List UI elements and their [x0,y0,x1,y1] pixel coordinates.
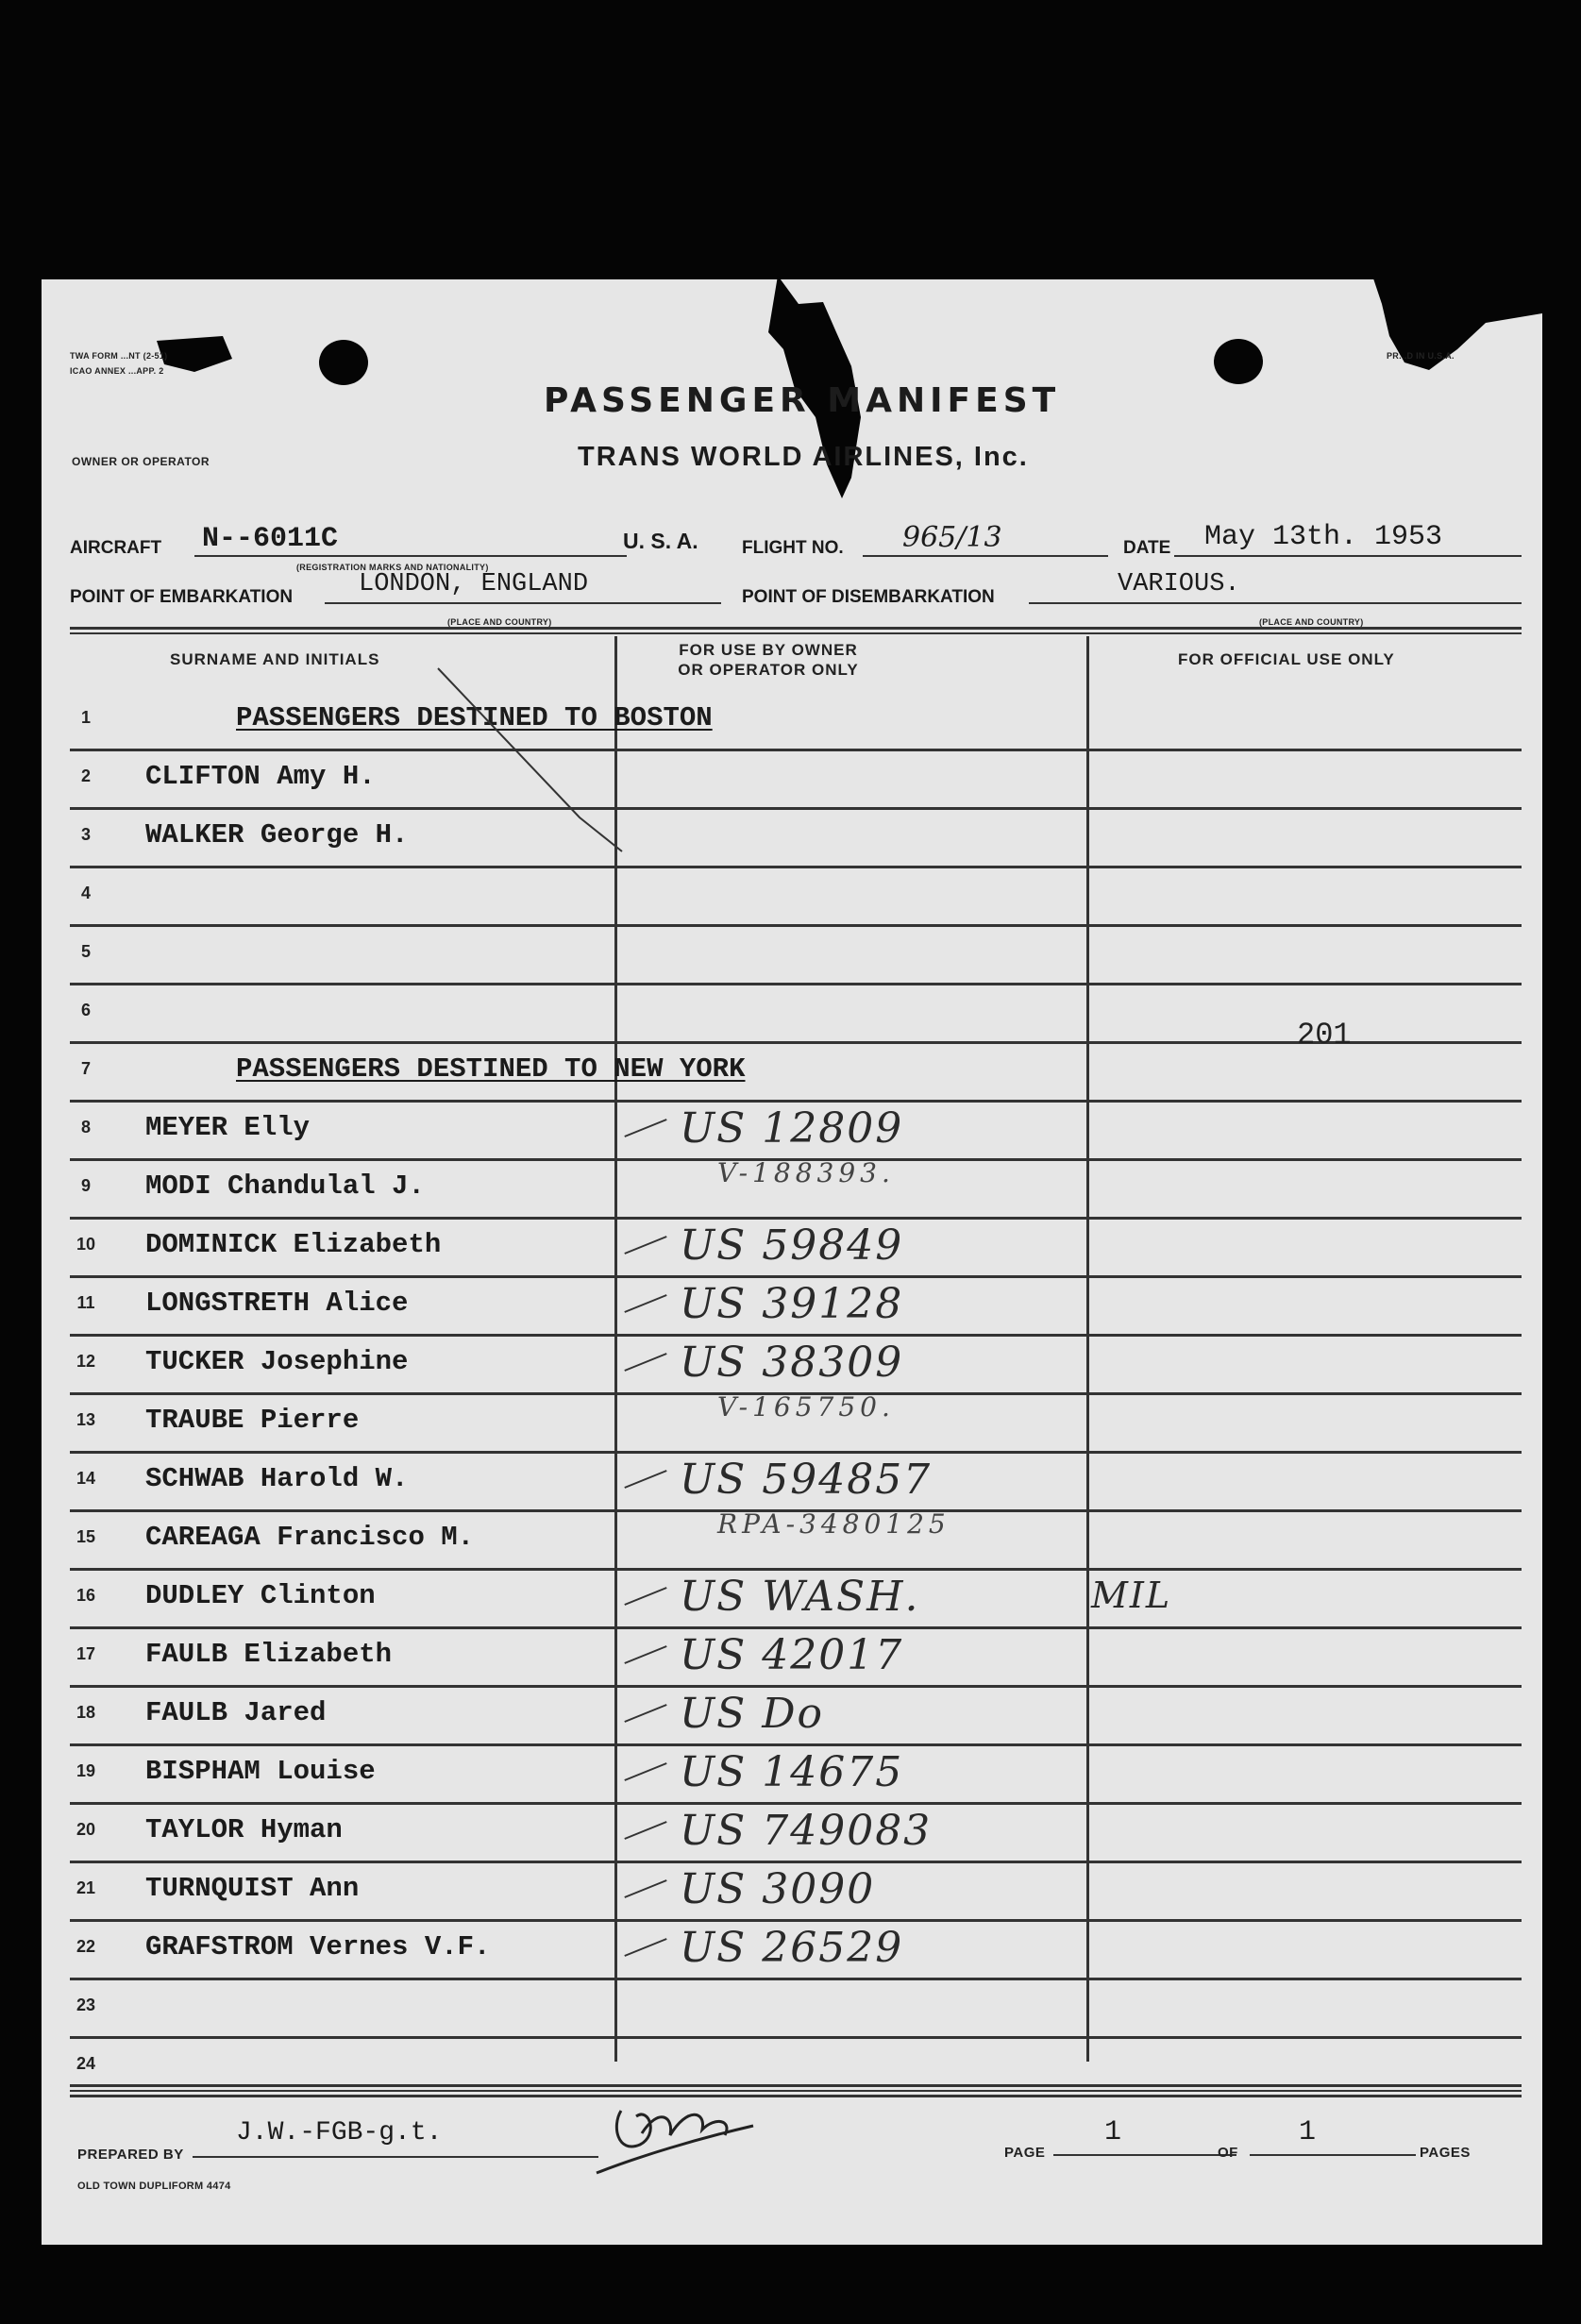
table-row [42,1688,1542,1746]
table-row [42,810,1542,868]
row-number: 17 [76,1644,96,1663]
table-row [42,1103,1542,1161]
passport-number: US Do [680,1690,824,1738]
table-row [42,2039,1542,2097]
passport-number: US WASH. [680,1573,920,1621]
passport-number: US 59849 [680,1221,904,1270]
aircraft-label: AIRCRAFT [70,538,162,558]
row-number: 21 [76,1878,96,1897]
passenger-name: MODI Chandulal J. [145,1170,425,1202]
passenger-name: MEYER Elly [145,1112,311,1143]
punch-hole [319,340,368,385]
form-code: TWA FORM ...NT (2-51) [70,351,168,361]
passport-number: US 42017 [680,1631,904,1679]
table-row [42,1278,1542,1337]
check-mark [624,1470,666,1489]
date-label: DATE [1123,538,1171,558]
row-number: 9 [80,1176,91,1195]
row-number: 22 [76,1937,96,1956]
passenger-name: CLIFTON Amy H. [145,761,376,792]
signature [583,2079,772,2182]
page-label: PAGE [1004,2145,1046,2161]
official-note: 201 [1297,1018,1352,1053]
table-row [42,1454,1542,1512]
of-value: 1 [1299,2116,1317,2148]
punch-hole [1214,339,1263,384]
row-number: 12 [76,1352,96,1371]
passport-number: US 12809 [680,1104,904,1153]
table-row [42,1746,1542,1805]
disembarkation-label: POINT OF DISEMBARKATION [742,587,995,607]
table-row [42,693,1542,751]
passenger-name: WALKER George H. [145,819,409,850]
table-row [42,1629,1542,1688]
row-number: 16 [76,1586,96,1605]
check-mark [624,1236,666,1255]
row-number: 13 [76,1410,96,1429]
table-row [42,868,1542,927]
passport-number: US 749083 [680,1807,933,1855]
passenger-name: DUDLEY Clinton [145,1580,376,1611]
visa-number: RPA-3480125 [717,1508,950,1540]
passport-number: US 3090 [680,1865,876,1913]
row-number: 2 [80,766,91,785]
row-number: 24 [76,2054,96,2073]
row-number: 4 [80,884,91,902]
row-number: 7 [80,1059,91,1078]
row-number: 8 [80,1118,91,1137]
passenger-name: TUCKER Josephine [145,1346,409,1377]
table-row [42,1391,1542,1454]
table-row [42,751,1542,810]
manifest-sheet [42,279,1542,2245]
embarkation-value: LONDON, ENGLAND [359,570,589,598]
table-row [42,1157,1542,1220]
embarkation-caption: (PLACE AND COUNTRY) [447,617,552,627]
form-title: PASSENGER MANIFEST [544,381,1061,420]
check-mark [624,1762,666,1781]
table-row [42,1044,1542,1103]
owner-column-header: FOR USE BY OWNER OR OPERATOR ONLY [678,641,859,679]
row-number: 3 [80,825,91,844]
printer-label: OLD TOWN DUPLIFORM 4474 [77,2181,231,2192]
disembarkation-caption: (PLACE AND COUNTRY) [1259,617,1364,627]
nationality: U. S. A. [623,529,698,553]
table-row [42,1980,1542,2039]
passenger-name: TRAUBE Pierre [145,1405,360,1436]
table-row [42,1220,1542,1278]
check-mark [624,1645,666,1664]
passport-number: US 39128 [680,1280,904,1328]
official-mark: MIL [1091,1575,1172,1616]
embarkation-label: POINT OF EMBARKATION [70,587,294,607]
passenger-name: SCHWAB Harold W. [145,1463,409,1494]
official-column-header: FOR OFFICIAL USE ONLY [1178,650,1395,668]
passport-number: US 594857 [680,1456,933,1504]
check-mark [624,1587,666,1606]
pen-stroke [419,657,636,865]
owner-label: OWNER OR OPERATOR [72,455,210,468]
table-row [42,1922,1542,1980]
check-mark [624,1119,666,1137]
table-row [42,1863,1542,1922]
destination-heading: PASSENGERS DESTINED TO NEW YORK [236,1053,746,1085]
registration-caption: (REGISTRATION MARKS AND NATIONALITY) [296,563,489,572]
row-number: 5 [80,942,91,961]
passenger-name: TURNQUIST Ann [145,1873,360,1904]
row-number: 15 [76,1527,96,1546]
passenger-name: TAYLOR Hyman [145,1814,343,1845]
table-row [42,927,1542,985]
passenger-name: BISPHAM Louise [145,1756,376,1787]
row-number: 20 [76,1820,96,1839]
check-mark [624,1879,666,1898]
passenger-name: FAULB Jared [145,1697,327,1728]
prepared-label: PREPARED BY [77,2147,184,2163]
of-label: OF [1218,2145,1238,2161]
passenger-name: CAREAGA Francisco M. [145,1522,475,1553]
check-mark [624,1294,666,1313]
disembarkation-value: VARIOUS. [1118,570,1240,598]
flight-value: 965/13 [902,521,1002,554]
row-rule [70,2095,1522,2097]
flight-label: FLIGHT NO. [742,538,844,558]
pages-label: PAGES [1420,2145,1471,2161]
table-row [42,1571,1542,1629]
prepared-value: J.W.-FGB-g.t. [236,2118,443,2147]
passenger-name: LONGSTRETH Alice [145,1288,409,1319]
check-mark [624,1704,666,1723]
surname-column-header: SURNAME AND INITIALS [170,650,380,668]
row-number: 6 [80,1001,91,1019]
row-number: 10 [76,1235,96,1254]
table-row [42,1805,1542,1863]
passport-number: US 38309 [680,1339,904,1387]
table-row [42,1508,1542,1571]
visa-number: V-165750. [717,1391,895,1423]
page-value: 1 [1104,2116,1122,2148]
printed-in: PR...D IN U.S.A. [1387,351,1455,361]
torn-edge-mark [1372,276,1542,379]
passenger-name: GRAFSTROM Vernes V.F. [145,1931,491,1962]
check-mark [624,1353,666,1372]
passport-number: US 14675 [680,1748,904,1796]
torn-edge-mark [157,336,232,374]
aircraft-value: N--6011C [202,523,339,555]
destination-heading: PASSENGERS DESTINED TO BOSTON [236,702,713,733]
row-number: 11 [76,1293,95,1312]
company-name: TRANS WORLD AIRLINES, Inc. [578,442,1029,472]
date-value: May 13th. 1953 [1204,521,1443,553]
row-number: 14 [76,1469,96,1488]
icao-reference: ICAO ANNEX ...APP. 2 [70,366,164,376]
row-number: 18 [76,1703,96,1722]
row-number: 23 [76,1996,96,2014]
passport-number: US 26529 [680,1924,904,1972]
check-mark [624,1938,666,1957]
row-number: 19 [76,1761,96,1780]
row-number: 1 [80,708,91,727]
visa-number: V-188393. [717,1157,895,1188]
check-mark [624,1821,666,1840]
table-row [42,1337,1542,1395]
passenger-name: DOMINICK Elizabeth [145,1229,442,1260]
passenger-name: FAULB Elizabeth [145,1639,393,1670]
